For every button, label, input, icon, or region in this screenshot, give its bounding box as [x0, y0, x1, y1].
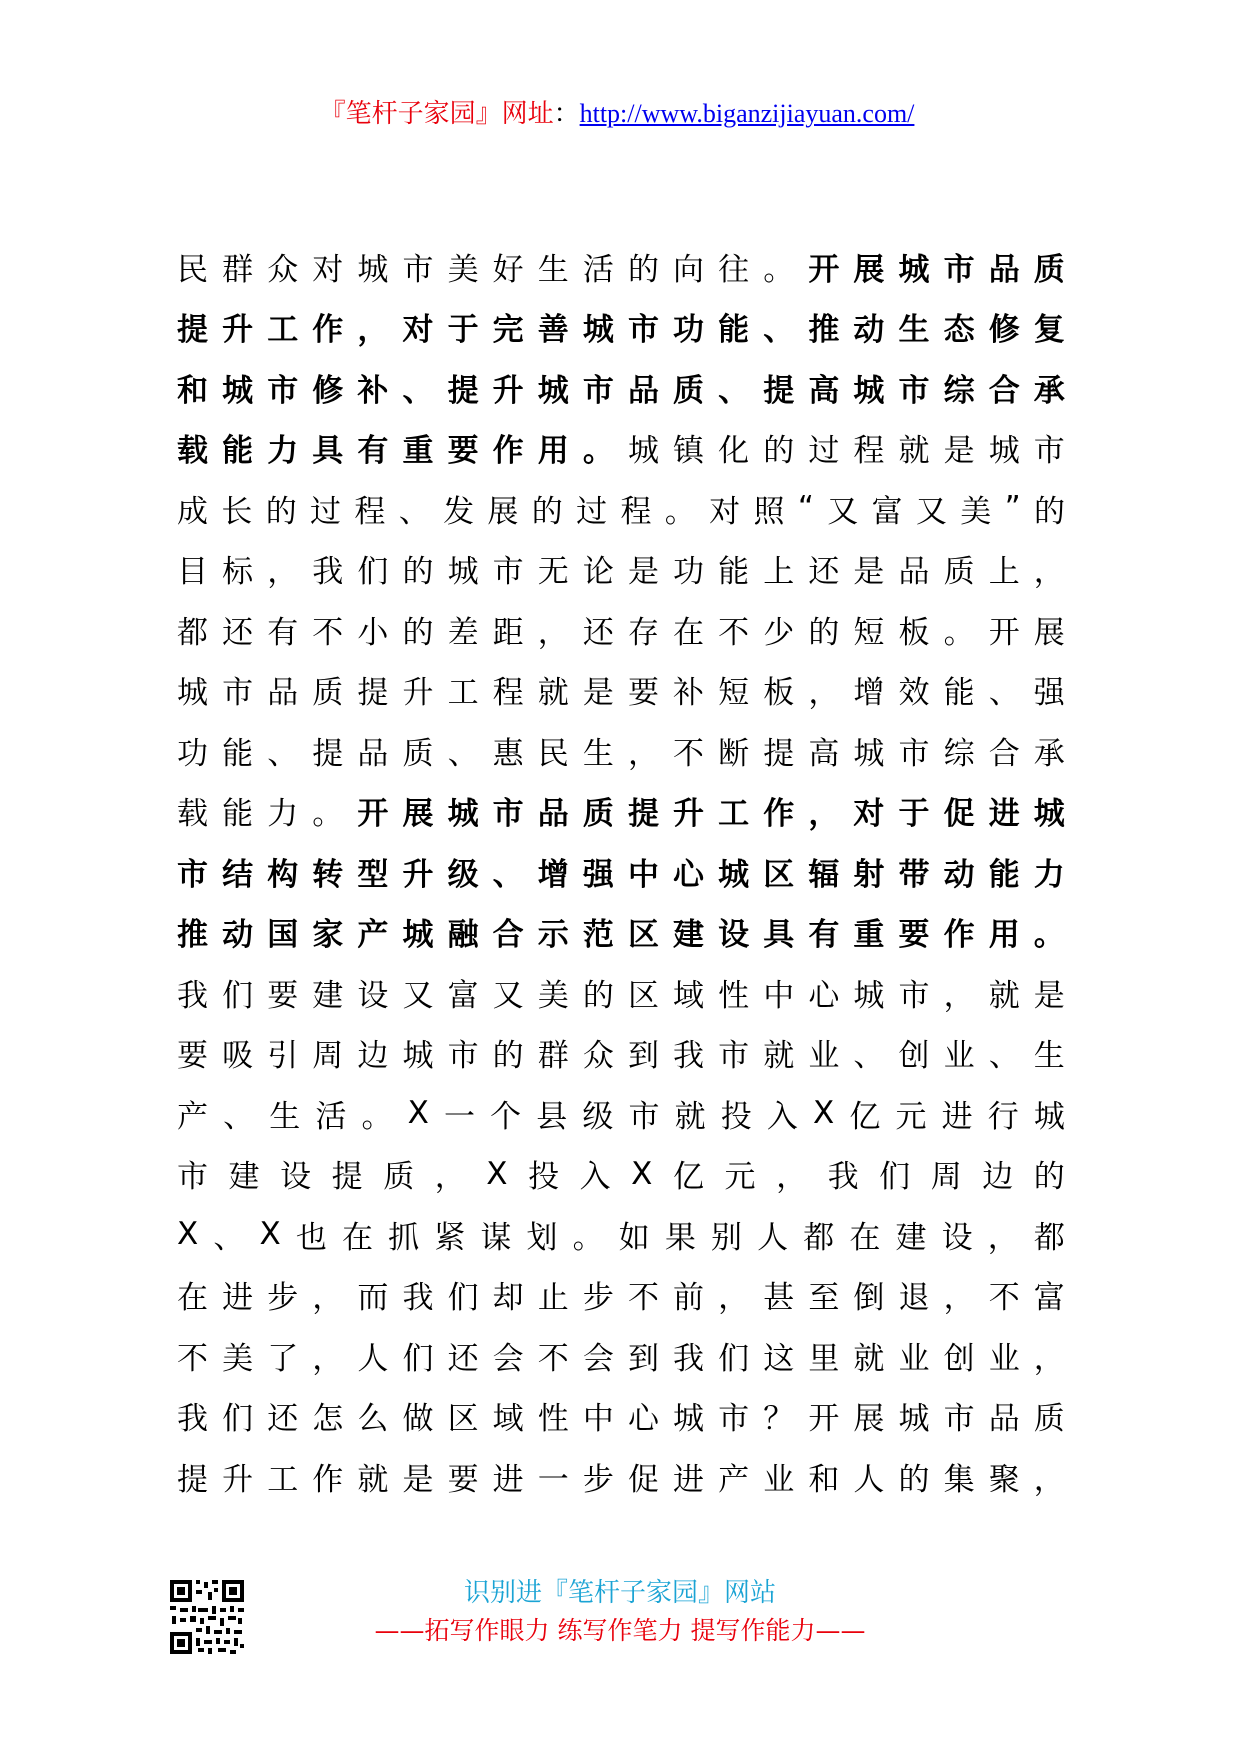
body-line: 要 吸 引 周 边 城 市 的 群 众 到 我 市 就 业 、 创 业 、 生 [177, 1038, 1065, 1075]
body-line: 推 动 国 家 产 城 融 合 示 范 区 建 设 具 有 重 要 作 用 。 [177, 917, 1065, 954]
body-line: 和 城 市 修 补 、 提 升 城 市 品 质 、 提 高 城 市 综 合 承 [177, 372, 1065, 409]
body-line: 都 还 有 不 小 的 差 距 ， 还 存 在 不 少 的 短 板 。 开 展 [177, 614, 1065, 651]
body-line: 市 结 构 转 型 升 级 、 增 强 中 心 城 区 辐 射 带 动 能 力 [177, 856, 1065, 893]
body-line: 在 进 步 ， 而 我 们 却 止 步 不 前 ， 甚 至 倒 退 ， 不 富 [177, 1280, 1065, 1317]
body-line: 提 升 工 作 就 是 要 进 一 步 促 进 产 业 和 人 的 集 聚 ， [177, 1461, 1065, 1498]
page-header [0, 96, 1234, 132]
qr-code-icon [168, 1578, 246, 1656]
site-url-link[interactable]: http://www.biganzijiayuan.com/ [579, 99, 915, 128]
body-line: 市 建 设 提 质 ， X 投 入 X 亿 元 ， 我 们 周 边 的 [177, 1155, 1065, 1196]
body-line: 成 长 的 过 程 、 发 展 的 过 程 。 对 照 “ 又 富 又 美 ” 的 [177, 490, 1065, 530]
body-line: 我 们 要 建 设 又 富 又 美 的 区 域 性 中 心 城 市 ， 就 是 [177, 977, 1065, 1014]
body-line: 功 能 、 提 品 质 、 惠 民 生 ， 不 断 提 高 城 市 综 合 承 [177, 735, 1065, 772]
site-name: 『笔杆子家园』网址 [319, 99, 554, 129]
body-line: 目 标 ， 我 们 的 城 市 无 论 是 功 能 上 还 是 品 质 上 ， [177, 554, 1065, 591]
footer-slogan-line: ——拓写作眼力 练写作笔力 提写作能力—— [374, 1616, 866, 1645]
body-line: 载 能 力 。 开 展 城 市 品 质 提 升 工 作 ， 对 于 促 进 城 [177, 796, 1065, 833]
body-line: 载 能 力 具 有 重 要 作 用 。 城 镇 化 的 过 程 就 是 城 市 [177, 433, 1065, 470]
body-line: 城 市 品 质 提 升 工 程 就 是 要 补 短 板 ， 增 效 能 、 强 [177, 675, 1065, 712]
body-line: 我 们 还 怎 么 做 区 域 性 中 心 城 市 ？ 开 展 城 市 品 质 [177, 1401, 1065, 1438]
body-line: X 、 X 也 在 抓 紧 谋 划 。 如 果 别 人 都 在 建 设 ， 都 [177, 1216, 1065, 1256]
body-line: 提 升 工 作 ， 对 于 完 善 城 市 功 能 、 推 动 生 态 修 复 [177, 312, 1065, 349]
document-body [177, 236, 1065, 1507]
body-line: 不 美 了 ， 人 们 还 会 不 会 到 我 们 这 里 就 业 创 业 ， [177, 1340, 1065, 1377]
footer-site-line: 识别进『笔杆子家园』网站 [463, 1578, 776, 1608]
header-colon: ： [553, 99, 580, 129]
body-line: 产 、 生 活 。 X 一 个 县 级 市 就 投 入 X 亿 元 进 行 城 [177, 1095, 1065, 1135]
body-line: 民 群 众 对 城 市 美 好 生 活 的 向 往 。 开 展 城 市 品 质 [177, 251, 1065, 288]
footer [300, 1574, 940, 1650]
